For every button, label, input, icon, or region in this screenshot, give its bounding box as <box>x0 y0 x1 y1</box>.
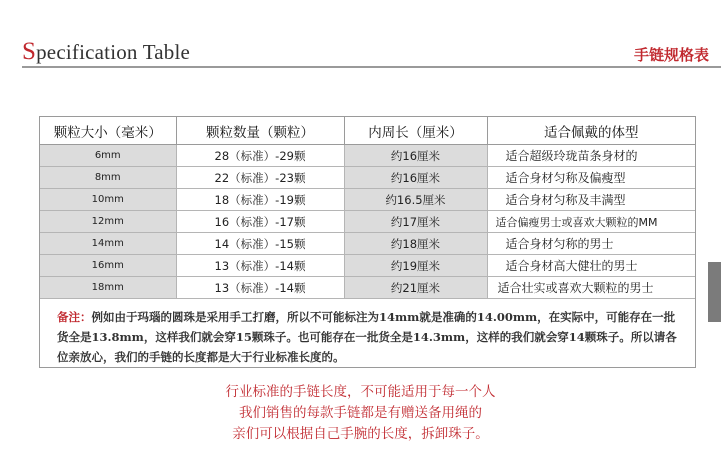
cell-fit: 适合身材匀称及丰满型 <box>487 189 695 211</box>
cell-size: 8mm <box>40 167 176 189</box>
cell-size: 6mm <box>40 145 176 167</box>
cell-fit: 适合偏瘦男士或喜欢大颗粒的MM <box>487 211 695 233</box>
table-row <box>40 189 695 211</box>
cell-size: 10mm <box>40 189 176 211</box>
cell-count: 16（标准）-17颗 <box>176 211 344 233</box>
cell-count: 13（标准）-14颗 <box>176 277 344 299</box>
table-row <box>40 167 695 189</box>
cell-perimeter: 约17厘米 <box>344 211 487 233</box>
cell-size: 14mm <box>40 233 176 255</box>
page-title-initial: S <box>22 38 37 65</box>
cell-count: 18（标准）-19颗 <box>176 189 344 211</box>
cell-size: 16mm <box>40 255 176 277</box>
cell-count: 14（标准）-15颗 <box>176 233 344 255</box>
cell-count: 22（标准）-23颗 <box>176 167 344 189</box>
side-scroll-tab[interactable] <box>708 262 721 322</box>
page-title-rest: pecification Table <box>36 40 191 64</box>
table-row <box>40 145 695 167</box>
cell-fit: 适合身材匀称的男士 <box>487 233 695 255</box>
header-divider <box>22 66 721 68</box>
col-header-bead-size: 颗粒大小（毫米） <box>40 117 176 145</box>
table-row <box>40 255 695 277</box>
col-header-bead-count: 颗粒数量（颗粒） <box>176 117 344 145</box>
cell-size: 12mm <box>40 211 176 233</box>
remark-note <box>40 299 695 367</box>
col-header-perimeter: 内周长（厘米） <box>344 117 487 145</box>
footer-line: 我们销售的每款手链都是有赠送备用绳的 <box>239 405 482 421</box>
cell-perimeter: 约16.5厘米 <box>344 189 487 211</box>
page-title <box>22 38 190 66</box>
spec-table-box <box>39 116 696 368</box>
cell-perimeter: 约18厘米 <box>344 233 487 255</box>
cell-fit: 适合身材高大健壮的男士 <box>487 255 695 277</box>
spec-table <box>40 117 695 299</box>
cell-fit: 适合超级玲珑苗条身材的 <box>487 145 695 167</box>
footer-line: 行业标准的手链长度，不可能适用于每一个人 <box>225 384 496 400</box>
footer-message <box>0 382 721 445</box>
table-row <box>40 233 695 255</box>
cell-perimeter: 约19厘米 <box>344 255 487 277</box>
cell-perimeter: 约16厘米 <box>344 145 487 167</box>
cell-fit: 适合壮实或喜欢大颗粒的男士 <box>487 277 695 299</box>
cell-count: 28（标准）-29颗 <box>176 145 344 167</box>
table-header-row <box>40 117 695 145</box>
remark-text: 例如由于玛瑙的圆珠是采用手工打磨，所以不可能标注为14mm就是准确的14.00mm，在实际中，可能存在一批货全是13.8mm，这样我们就会穿15颗珠子。也可能存在一批货全是14.3mm，这样的我们就会穿14颗珠子。所以请各位亲放心，我们的手链的长度都是大于行业标准长度的。 <box>57 310 677 364</box>
page-subtitle: 手链规格表 <box>633 46 709 64</box>
cell-perimeter: 约21厘米 <box>344 277 487 299</box>
cell-size: 18mm <box>40 277 176 299</box>
col-header-body-type: 适合佩戴的体型 <box>487 117 695 145</box>
cell-fit: 适合身材匀称及偏瘦型 <box>487 167 695 189</box>
cell-count: 13（标准）-14颗 <box>176 255 344 277</box>
cell-perimeter: 约16厘米 <box>344 167 487 189</box>
footer-line: 亲们可以根据自己手腕的长度，拆卸珠子。 <box>232 426 489 442</box>
table-row <box>40 211 695 233</box>
remark-label: 备注： <box>57 310 92 324</box>
table-row <box>40 277 695 299</box>
